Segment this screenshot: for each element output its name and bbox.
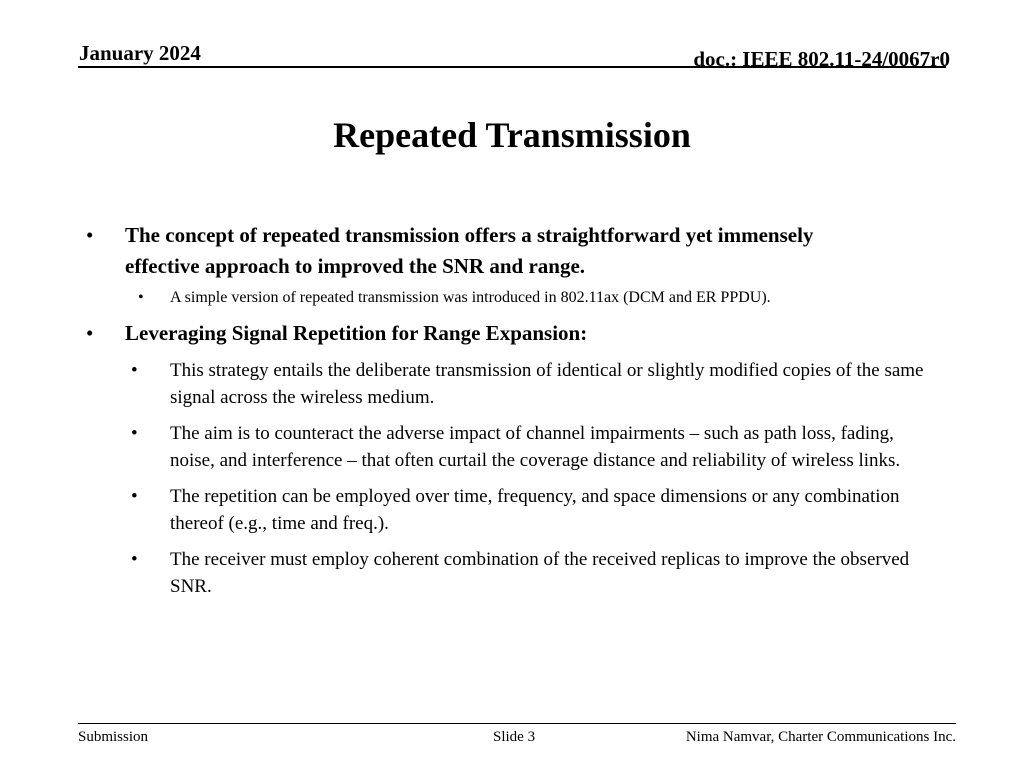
footer-slide-number: Slide 3 xyxy=(493,729,536,745)
bullet-text: The repetition can be employed over time, frequency, and space dimensions or any combination thereof (e.g., time and freq.). xyxy=(170,486,900,534)
bullet-dot: • xyxy=(131,486,138,507)
header-date: January 2024 xyxy=(79,41,201,65)
bullet-level2 xyxy=(0,483,940,537)
bullet-dot: • xyxy=(131,549,138,570)
footer-author: Nima Namvar, Charter Communications Inc. xyxy=(685,729,956,745)
bullet-text: Leveraging Signal Repetition for Range Expansion: xyxy=(125,321,588,345)
footer-submission: Submission xyxy=(78,729,149,745)
bullet-dot: • xyxy=(131,423,138,444)
bullet-dot: • xyxy=(131,360,138,381)
bullet-dot: • xyxy=(86,321,94,345)
bullet-level2 xyxy=(0,357,940,411)
bullet-level2 xyxy=(0,286,970,310)
bullet-level1 xyxy=(0,220,885,282)
bullet-dot: • xyxy=(138,289,144,306)
footer-divider xyxy=(78,723,956,724)
bullet-text: The aim is to counteract the adverse impact of channel impairments – such as path loss, fading, noise, and interference – that often curtail the coverage distance and reliability of wireless links. xyxy=(170,423,901,471)
bullet-text: A simple version of repeated transmission was introduced in 802.11ax (DCM and ER PPDU). xyxy=(170,289,771,306)
bullet-dot: • xyxy=(86,223,94,247)
header-divider xyxy=(78,66,946,68)
bullet-level1 xyxy=(0,318,885,349)
bullet-text: The concept of repeated transmission offers a straightforward yet immensely effective approach to improved the SNR and range. xyxy=(125,223,814,278)
slide-body xyxy=(0,220,1024,600)
bullet-level2 xyxy=(0,546,940,600)
slide-title: Repeated Transmission xyxy=(333,115,691,155)
bullet-text: The receiver must employ coherent combination of the received replicas to improve the observed SNR. xyxy=(170,549,910,597)
header-doc-id: doc.: IEEE 802.11-24/0067r0 xyxy=(693,47,950,71)
bullet-text: This strategy entails the deliberate transmission of identical or slightly modified copies of the same signal across the wireless medium. xyxy=(170,360,924,408)
bullet-level2 xyxy=(0,420,940,474)
